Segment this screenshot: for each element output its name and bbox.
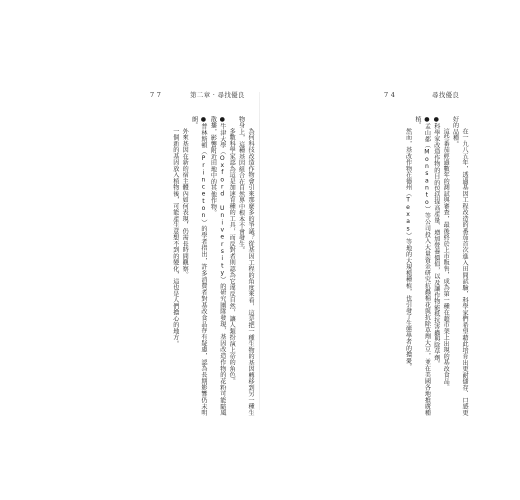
right-paragraph-1: 在一九八五年，透過基因工程改造的番茄首次進入田間試驗，科學家們希望藉此培育出更耐儲存、口感更好的品種。 [451,116,468,416]
bullet-icon: ● [432,116,440,124]
left-page-number: 7 7 [150,91,162,99]
left-page-header: 第二章 · 尋找優良 [190,91,245,99]
left-page [50,88,255,418]
left-header-title: 尋找優良 [217,91,245,99]
left-page-number-wrap [150,88,161,102]
left-paragraph-2: 多數科學家認為這是加速育種的工具，而反對者則認為它違反自然，讓人類扮演上帝的角色。 [228,128,236,385]
book-gutter [259,92,260,410]
right-bullet-1 [431,116,440,416]
bullet-icon: ● [199,116,207,124]
right-page-number-wrap [384,88,395,102]
right-page-number: 7 4 [384,91,396,99]
right-bullet-2-text: 孟山都（Monsanto）等公司投入大量資金研究抗蟲棉花與抗除草劑大豆，並在美國各地推廣種植。 [413,116,431,416]
right-page-header [432,88,459,102]
left-bullet-1-text: 牛津大學（Oxford University）的研究團隊發現，基因改造作物的花粉可能隨風散播，影響附近田地中的其他作物。 [209,116,226,416]
left-bullet-2 [189,116,208,416]
left-bullet-2-text: 普林斯頓（Princeton）的學者指出，許多消費者對基改食品存有疑慮，認為長期影響仍未明朗。 [190,116,207,416]
bullet-icon: ● [423,116,431,124]
right-header-title: 尋找優良 [432,91,460,99]
bullet-icon: ● [218,116,226,124]
left-closing-1: 外來基因在新的宿主體內如何表現，仍需長時間觀察。 [181,128,189,279]
left-header-chapter: 第二章 [190,91,211,99]
right-page [264,88,469,418]
right-bullet-1-text: 科學家改造作物的目的包括提高產量、增加營養價值，以及讓作物能抵抗害蟲與除草劑。 [432,123,440,367]
right-bullet-2 [413,116,432,416]
right-closing-1: 然而，基改作物在德州（Texas）等地的大規模種植，也引發了生態學者的擔憂。 [404,128,412,371]
left-paragraph-1: 為何科技改造作物會引來那麼多的爭議？從基因工程的角度來看，這是把一種生物的基因轉移到另一種生物身上，這種基因組合在自然界中根本不會發生。 [237,116,254,416]
right-page-body [264,116,469,416]
left-page-body [50,116,255,416]
right-paragraph-2: 這些番茄經過數年的測試與審查，最後終於上市販售，成為第一種在超市架上出現的基改食品。 [442,128,450,391]
left-closing-2: 一個新的基因放入植物後，可能產生意想不到的變化，這也是人們擔心的地方。 [171,128,179,347]
left-bullet-1 [208,116,227,416]
